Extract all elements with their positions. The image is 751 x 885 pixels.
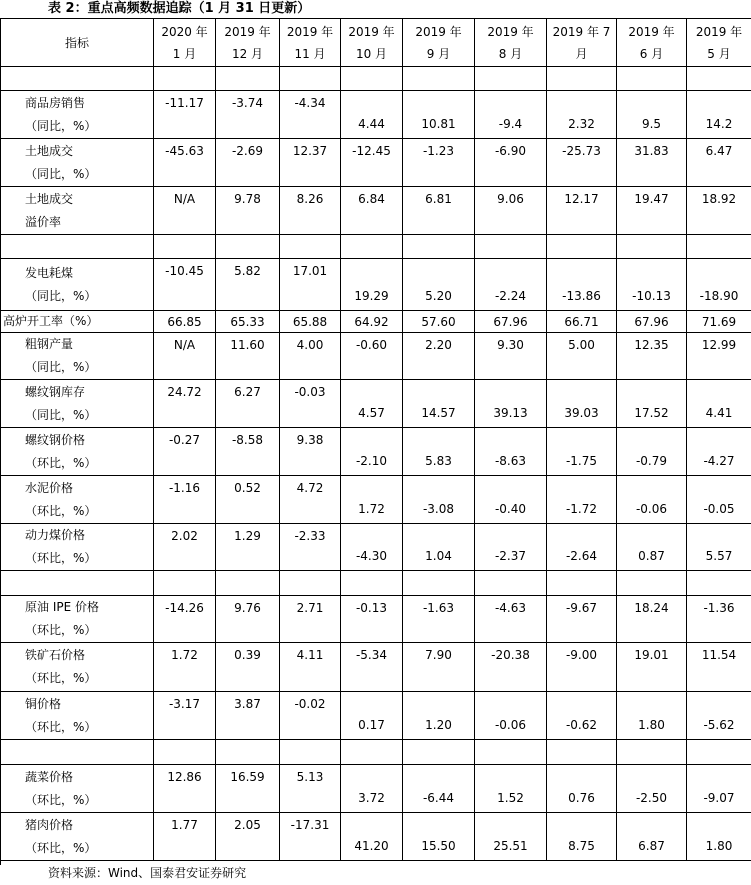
separator-cell bbox=[154, 740, 216, 765]
row-label-line: 原油 IPE 价格 bbox=[25, 600, 99, 614]
separator-cell bbox=[403, 740, 475, 765]
table-cell: 12.99 bbox=[687, 333, 751, 380]
table-cell: -3.74 bbox=[216, 91, 280, 139]
table-cell: 4.41 bbox=[687, 380, 751, 428]
separator-cell bbox=[687, 235, 751, 259]
separator-cell bbox=[475, 571, 547, 596]
row-label bbox=[1, 813, 154, 861]
separator-cell bbox=[617, 67, 687, 91]
table-cell: 6.47 bbox=[687, 139, 751, 187]
row-label-line: （环比，%） bbox=[25, 840, 97, 855]
header-line: 10 月 bbox=[355, 46, 388, 61]
table-cell: N/A bbox=[154, 187, 216, 235]
row-label-line: （同比，%） bbox=[25, 288, 97, 303]
row-label bbox=[1, 187, 154, 235]
header-line: 2019 年 bbox=[695, 24, 743, 39]
row-label-line: 发电耗煤 bbox=[25, 265, 74, 280]
table-cell: 9.30 bbox=[475, 333, 547, 380]
table-cell: -4.34 bbox=[280, 91, 341, 139]
table-cell: 39.03 bbox=[547, 380, 617, 428]
row-label bbox=[1, 765, 154, 813]
table-cell: -2.64 bbox=[547, 524, 617, 571]
table-cell: -8.63 bbox=[475, 428, 547, 476]
table-cell: 8.75 bbox=[547, 813, 617, 861]
table-title: 表 2：重点高频数据追踪（1 月 31 日更新） bbox=[48, 1, 311, 16]
separator-cell bbox=[403, 571, 475, 596]
table-cell: 11.54 bbox=[687, 643, 751, 692]
header-line: 5 月 bbox=[707, 46, 731, 61]
table-cell: -0.60 bbox=[341, 333, 403, 380]
table-cell: -25.73 bbox=[547, 139, 617, 187]
table-cell: 1.80 bbox=[687, 813, 751, 861]
header-cell-period bbox=[216, 19, 280, 67]
table-cell: 64.92 bbox=[341, 311, 403, 333]
separator-cell bbox=[216, 67, 280, 91]
row-label-line: 溢价率 bbox=[25, 214, 62, 229]
row-label bbox=[1, 692, 154, 740]
row-label-line: 螺纹钢库存 bbox=[25, 384, 86, 399]
row-label-line: （环比，%） bbox=[25, 455, 97, 470]
table-cell: -4.30 bbox=[341, 524, 403, 571]
table-cell: 12.35 bbox=[617, 333, 687, 380]
separator-cell bbox=[216, 740, 280, 765]
separator-cell bbox=[547, 740, 617, 765]
table-cell: N/A bbox=[154, 333, 216, 380]
row-label-line: （环比，%） bbox=[25, 792, 97, 807]
table-cell: 4.72 bbox=[280, 476, 341, 524]
table-cell: 66.71 bbox=[547, 311, 617, 333]
separator-cell bbox=[154, 67, 216, 91]
table-cell: -5.62 bbox=[687, 692, 751, 740]
separator-cell bbox=[687, 571, 751, 596]
table-cell: 15.50 bbox=[403, 813, 475, 861]
table-cell: -9.4 bbox=[475, 91, 547, 139]
table-cell: -4.63 bbox=[475, 596, 547, 643]
table-cell: 9.5 bbox=[617, 91, 687, 139]
header-line: 11 月 bbox=[294, 46, 326, 61]
table-cell: 1.72 bbox=[341, 476, 403, 524]
header-cell-indicator bbox=[1, 19, 154, 67]
table-cell: -8.58 bbox=[216, 428, 280, 476]
table-cell: 2.05 bbox=[216, 813, 280, 861]
table-cell: -2.33 bbox=[280, 524, 341, 571]
table-cell: -11.17 bbox=[154, 91, 216, 139]
table-cell: 65.33 bbox=[216, 311, 280, 333]
separator-cell bbox=[1, 235, 154, 259]
row-label bbox=[1, 428, 154, 476]
row-label-line: 高炉开工率（%） bbox=[3, 314, 99, 328]
separator-cell bbox=[475, 67, 547, 91]
row-label-line: 粗钢产量 bbox=[25, 337, 74, 351]
table-cell: -1.36 bbox=[687, 596, 751, 643]
separator-cell bbox=[617, 740, 687, 765]
table-cell: -1.63 bbox=[403, 596, 475, 643]
separator-cell bbox=[403, 67, 475, 91]
table-cell: -10.45 bbox=[154, 259, 216, 311]
table-cell: 5.20 bbox=[403, 259, 475, 311]
table-cell: 4.57 bbox=[341, 380, 403, 428]
header-line: 2019 年 bbox=[286, 24, 334, 39]
separator-cell bbox=[341, 740, 403, 765]
table-cell: -2.10 bbox=[341, 428, 403, 476]
table-cell: -2.50 bbox=[617, 765, 687, 813]
table-cell: 19.29 bbox=[341, 259, 403, 311]
table-cell: 12.17 bbox=[547, 187, 617, 235]
header-cell-period bbox=[687, 19, 751, 67]
table-cell: 5.57 bbox=[687, 524, 751, 571]
table-cell: 5.13 bbox=[280, 765, 341, 813]
table-cell: -6.90 bbox=[475, 139, 547, 187]
table-cell: 4.11 bbox=[280, 643, 341, 692]
table-cell: -9.00 bbox=[547, 643, 617, 692]
table-cell: 12.37 bbox=[280, 139, 341, 187]
table-cell: 3.87 bbox=[216, 692, 280, 740]
table-cell: -0.13 bbox=[341, 596, 403, 643]
table-cell: 1.77 bbox=[154, 813, 216, 861]
separator-cell bbox=[547, 235, 617, 259]
table-cell: 14.57 bbox=[403, 380, 475, 428]
separator-cell bbox=[280, 740, 341, 765]
table-cell: 5.83 bbox=[403, 428, 475, 476]
separator-cell bbox=[547, 571, 617, 596]
table-cell: 0.76 bbox=[547, 765, 617, 813]
table-cell: 0.52 bbox=[216, 476, 280, 524]
table-cell: -20.38 bbox=[475, 643, 547, 692]
table-cell: 17.01 bbox=[280, 259, 341, 311]
table-cell: -0.02 bbox=[280, 692, 341, 740]
header-line: 指标 bbox=[64, 35, 89, 50]
table-cell: 2.32 bbox=[547, 91, 617, 139]
header-line: 2019 年 7 bbox=[552, 24, 611, 39]
header-line: 2019 年 bbox=[487, 24, 534, 39]
table-cell: 0.17 bbox=[341, 692, 403, 740]
separator-cell bbox=[341, 67, 403, 91]
table-cell: 24.72 bbox=[154, 380, 216, 428]
separator-cell bbox=[687, 67, 751, 91]
table-cell: 14.2 bbox=[687, 91, 751, 139]
table-cell: 6.87 bbox=[617, 813, 687, 861]
table-cell: 1.80 bbox=[617, 692, 687, 740]
table-cell: -45.63 bbox=[154, 139, 216, 187]
table-cell: -9.67 bbox=[547, 596, 617, 643]
header-line: 12 月 bbox=[231, 46, 264, 61]
separator-cell bbox=[1, 740, 154, 765]
table-cell: 10.81 bbox=[403, 91, 475, 139]
table-cell: -1.72 bbox=[547, 476, 617, 524]
row-label bbox=[1, 311, 154, 333]
header-cell-period bbox=[617, 19, 687, 67]
table-cell: -2.37 bbox=[475, 524, 547, 571]
table-cell: 1.29 bbox=[216, 524, 280, 571]
separator-cell bbox=[216, 571, 280, 596]
header-line: 1 月 bbox=[172, 46, 197, 61]
header-cell-period bbox=[341, 19, 403, 67]
table-cell: -0.06 bbox=[475, 692, 547, 740]
table-cell: 57.60 bbox=[403, 311, 475, 333]
table-cell: 9.06 bbox=[475, 187, 547, 235]
separator-cell bbox=[687, 740, 751, 765]
header-line: 月 bbox=[575, 46, 588, 61]
separator-cell bbox=[1, 571, 154, 596]
table-cell: 3.72 bbox=[341, 765, 403, 813]
table-cell: 31.83 bbox=[617, 139, 687, 187]
table-cell: 66.85 bbox=[154, 311, 216, 333]
table-cell: 6.84 bbox=[341, 187, 403, 235]
table-cell: 17.52 bbox=[617, 380, 687, 428]
table-cell: 2.71 bbox=[280, 596, 341, 643]
table-cell: 1.20 bbox=[403, 692, 475, 740]
table-cell: -0.62 bbox=[547, 692, 617, 740]
table-cell: 6.81 bbox=[403, 187, 475, 235]
table-cell: 39.13 bbox=[475, 380, 547, 428]
table-cell: -2.69 bbox=[216, 139, 280, 187]
table-cell: 18.24 bbox=[617, 596, 687, 643]
separator-cell bbox=[280, 67, 341, 91]
row-label-line: （环比，%） bbox=[25, 551, 97, 565]
table-cell: 41.20 bbox=[341, 813, 403, 861]
row-label-line: （同比，%） bbox=[25, 360, 97, 374]
table-cell: -2.24 bbox=[475, 259, 547, 311]
table-cell: 0.39 bbox=[216, 643, 280, 692]
table-cell: 9.78 bbox=[216, 187, 280, 235]
row-label-line: 商品房销售 bbox=[25, 95, 86, 110]
table-cell: 2.02 bbox=[154, 524, 216, 571]
table-cell: 7.90 bbox=[403, 643, 475, 692]
row-label bbox=[1, 380, 154, 428]
table-cell: -10.13 bbox=[617, 259, 687, 311]
header-cell-period bbox=[547, 19, 617, 67]
table-cell: 1.04 bbox=[403, 524, 475, 571]
table-cell: 1.72 bbox=[154, 643, 216, 692]
row-label bbox=[1, 139, 154, 187]
table-cell: 71.69 bbox=[687, 311, 751, 333]
table-cell: 2.20 bbox=[403, 333, 475, 380]
table-cell: -6.44 bbox=[403, 765, 475, 813]
table-cell: 65.88 bbox=[280, 311, 341, 333]
header-cell-period bbox=[154, 19, 216, 67]
header-line: 2019 年 bbox=[348, 24, 395, 39]
header-line: 9 月 bbox=[426, 46, 451, 61]
row-label bbox=[1, 91, 154, 139]
header-cell-period bbox=[475, 19, 547, 67]
table-cell: 25.51 bbox=[475, 813, 547, 861]
row-label-line: 土地成交 bbox=[25, 191, 74, 206]
table-cell: 19.47 bbox=[617, 187, 687, 235]
table-cell: -4.27 bbox=[687, 428, 751, 476]
separator-cell bbox=[617, 571, 687, 596]
separator-cell bbox=[341, 235, 403, 259]
source-note: 资料来源：Wind、国泰君安证券研究 bbox=[48, 866, 247, 880]
separator-cell bbox=[475, 235, 547, 259]
table-cell: -1.75 bbox=[547, 428, 617, 476]
row-label bbox=[1, 524, 154, 571]
table-cell: 9.38 bbox=[280, 428, 341, 476]
row-label-line: 蔬菜价格 bbox=[25, 769, 74, 784]
row-label-line: 猪肉价格 bbox=[25, 817, 74, 832]
separator-cell bbox=[280, 235, 341, 259]
header-line: 8 月 bbox=[498, 46, 523, 61]
header-cell-period bbox=[280, 19, 341, 67]
table-cell: -0.06 bbox=[617, 476, 687, 524]
row-label-line: （环比，%） bbox=[25, 719, 97, 734]
table-cell: 1.52 bbox=[475, 765, 547, 813]
row-label-line: 土地成交 bbox=[25, 143, 74, 158]
row-label-line: 水泥价格 bbox=[25, 480, 74, 495]
table-cell: 19.01 bbox=[617, 643, 687, 692]
table-cell: 5.00 bbox=[547, 333, 617, 380]
table-cell: -1.23 bbox=[403, 139, 475, 187]
row-label bbox=[1, 476, 154, 524]
table-cell: -3.17 bbox=[154, 692, 216, 740]
row-label-line: 动力煤价格 bbox=[25, 528, 86, 542]
table-cell: -12.45 bbox=[341, 139, 403, 187]
row-label bbox=[1, 259, 154, 311]
table-cell: 18.92 bbox=[687, 187, 751, 235]
header-line: 2019 年 bbox=[415, 24, 462, 39]
header-line: 2020 年 bbox=[161, 24, 208, 39]
header-line: 6 月 bbox=[639, 46, 664, 61]
table-cell: -17.31 bbox=[280, 813, 341, 861]
table-cell: 67.96 bbox=[475, 311, 547, 333]
header-line: 2019 年 bbox=[224, 24, 271, 39]
separator-cell bbox=[1, 67, 154, 91]
table-cell: 12.86 bbox=[154, 765, 216, 813]
table-cell: -0.40 bbox=[475, 476, 547, 524]
row-label-line: （同比，%） bbox=[25, 166, 97, 181]
table-cell: 16.59 bbox=[216, 765, 280, 813]
table-cell: 4.00 bbox=[280, 333, 341, 380]
table-cell: 8.26 bbox=[280, 187, 341, 235]
row-label-line: （同比，%） bbox=[25, 118, 97, 133]
table-cell: 9.76 bbox=[216, 596, 280, 643]
table-cell: -1.16 bbox=[154, 476, 216, 524]
separator-cell bbox=[547, 67, 617, 91]
table-cell: 4.44 bbox=[341, 91, 403, 139]
table-cell: 0.87 bbox=[617, 524, 687, 571]
separator-cell bbox=[403, 235, 475, 259]
high-frequency-data-table bbox=[0, 18, 751, 865]
table-cell: 67.96 bbox=[617, 311, 687, 333]
separator-cell bbox=[617, 235, 687, 259]
separator-cell bbox=[154, 235, 216, 259]
row-label bbox=[1, 643, 154, 692]
table-cell: -14.26 bbox=[154, 596, 216, 643]
row-label-line: 铜价格 bbox=[25, 696, 62, 711]
table-cell: -9.07 bbox=[687, 765, 751, 813]
header-line: 2019 年 bbox=[628, 24, 675, 39]
table-cell: 5.82 bbox=[216, 259, 280, 311]
row-label-line: 铁矿石价格 bbox=[25, 648, 86, 662]
row-label-line: （环比，%） bbox=[25, 503, 97, 518]
separator-cell bbox=[216, 235, 280, 259]
table-cell: -0.27 bbox=[154, 428, 216, 476]
row-label bbox=[1, 596, 154, 643]
table-cell: -0.05 bbox=[687, 476, 751, 524]
separator-cell bbox=[280, 571, 341, 596]
table-cell: 11.60 bbox=[216, 333, 280, 380]
separator-cell bbox=[154, 571, 216, 596]
table-cell: -3.08 bbox=[403, 476, 475, 524]
table-cell: -5.34 bbox=[341, 643, 403, 692]
row-label-line: （环比，%） bbox=[25, 623, 97, 637]
separator-cell bbox=[341, 571, 403, 596]
header-cell-period bbox=[403, 19, 475, 67]
row-label-line: （同比，%） bbox=[25, 407, 97, 422]
row-label bbox=[1, 333, 154, 380]
table-cell: -18.90 bbox=[687, 259, 751, 311]
row-label-line: （环比，%） bbox=[25, 671, 97, 685]
table-cell: -13.86 bbox=[547, 259, 617, 311]
separator-cell bbox=[475, 740, 547, 765]
table-cell: 6.27 bbox=[216, 380, 280, 428]
row-label-line: 螺纹钢价格 bbox=[25, 432, 86, 447]
table-cell: -0.79 bbox=[617, 428, 687, 476]
table-cell: -0.03 bbox=[280, 380, 341, 428]
